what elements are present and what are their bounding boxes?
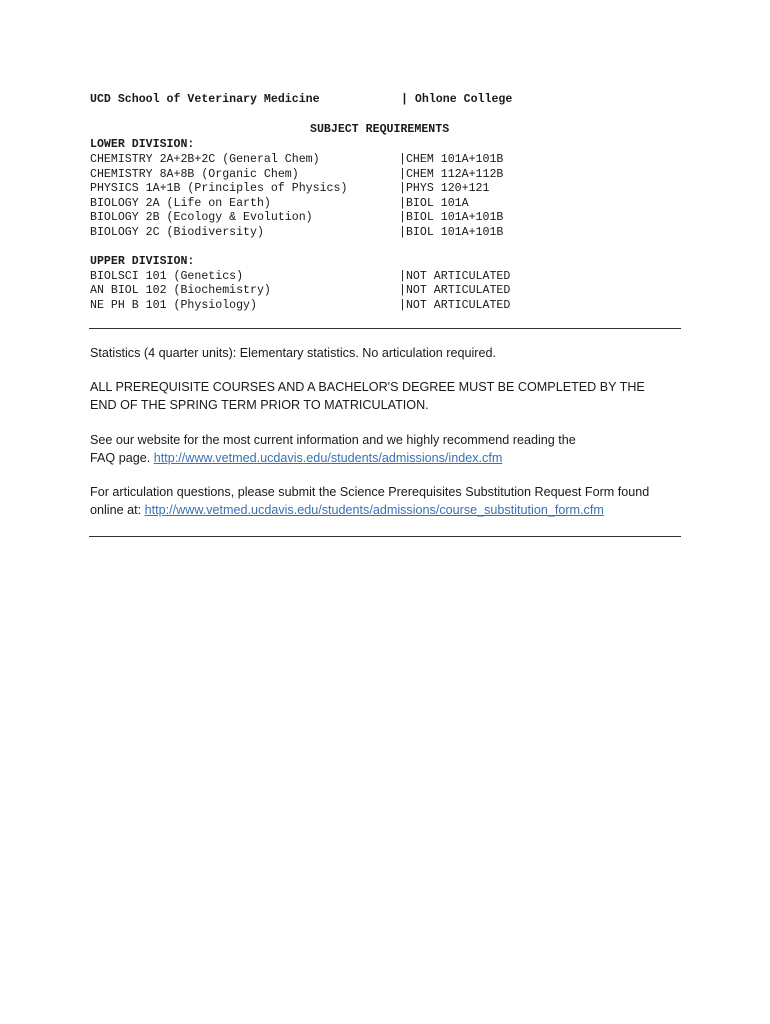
ucd-course: NE PH B 101 (Physiology) bbox=[90, 298, 257, 312]
ucd-course: BIOLOGY 2C (Biodiversity) bbox=[90, 225, 264, 239]
ucd-course: AN BIOL 102 (Biochemistry) bbox=[90, 284, 271, 297]
articulation-text: For articulation questions, please submit the Science Prerequisites Substitution Request Form found online at: bbox=[90, 485, 650, 517]
ohlone-course: |BIOL 101A+101B bbox=[399, 225, 504, 239]
upper-division-heading: UPPER DIVISION: bbox=[90, 255, 195, 268]
ohlone-course: |PHYS 120+121 bbox=[399, 182, 490, 195]
divider-top bbox=[89, 328, 681, 329]
prerequisite-notice: ALL PREREQUISITE COURSES AND A BACHELOR'S DEGREE MUST BE COMPLETED BY THE END OF THE SPRING TERM PRIOR TO MATRICULATION. bbox=[90, 380, 645, 412]
website-text: See our website for the most current information and we highly recommend reading the FAQ page. bbox=[90, 433, 576, 465]
substitution-form-link[interactable]: http://www.vetmed.ucdavis.edu/students/admissions/course_substitution_form.cfm bbox=[144, 503, 604, 517]
ucd-course: BIOLSCI 101 (Genetics) bbox=[90, 269, 244, 283]
ohlone-course: |NOT ARTICULATED bbox=[399, 298, 511, 312]
ucd-course: CHEMISTRY 8A+8B (Organic Chem) bbox=[90, 167, 299, 181]
subject-requirements-title: SUBJECT REQUIREMENTS bbox=[310, 123, 450, 136]
ucd-course: PHYSICS 1A+1B (Principles of Physics) bbox=[90, 182, 348, 195]
ohlone-course: |CHEM 101A+101B bbox=[399, 153, 504, 166]
divider-bottom bbox=[89, 536, 681, 537]
lower-division-heading: LOWER DIVISION: bbox=[90, 138, 195, 151]
header-school: UCD School of Veterinary Medicine bbox=[90, 93, 320, 106]
statistics-note: Statistics (4 quarter units): Elementary statistics. No articulation required. bbox=[90, 346, 496, 360]
ucd-course: BIOLOGY 2B (Ecology & Evolution) bbox=[90, 211, 313, 224]
header-college: | Ohlone College bbox=[401, 93, 513, 106]
articulation-paragraph bbox=[90, 483, 680, 519]
ohlone-course: |NOT ARTICULATED bbox=[399, 269, 511, 283]
ucd-course: BIOLOGY 2A (Life on Earth) bbox=[90, 196, 271, 210]
ucd-course: CHEMISTRY 2A+2B+2C (General Chem) bbox=[90, 153, 320, 166]
website-paragraph bbox=[90, 431, 590, 467]
ohlone-course: |BIOL 101A bbox=[399, 196, 469, 210]
admissions-link[interactable]: http://www.vetmed.ucdavis.edu/students/admissions/index.cfm bbox=[153, 451, 503, 465]
ohlone-course: |CHEM 112A+112B bbox=[399, 167, 504, 181]
ohlone-course: |NOT ARTICULATED bbox=[399, 284, 511, 297]
ohlone-course: |BIOL 101A+101B bbox=[399, 211, 504, 224]
